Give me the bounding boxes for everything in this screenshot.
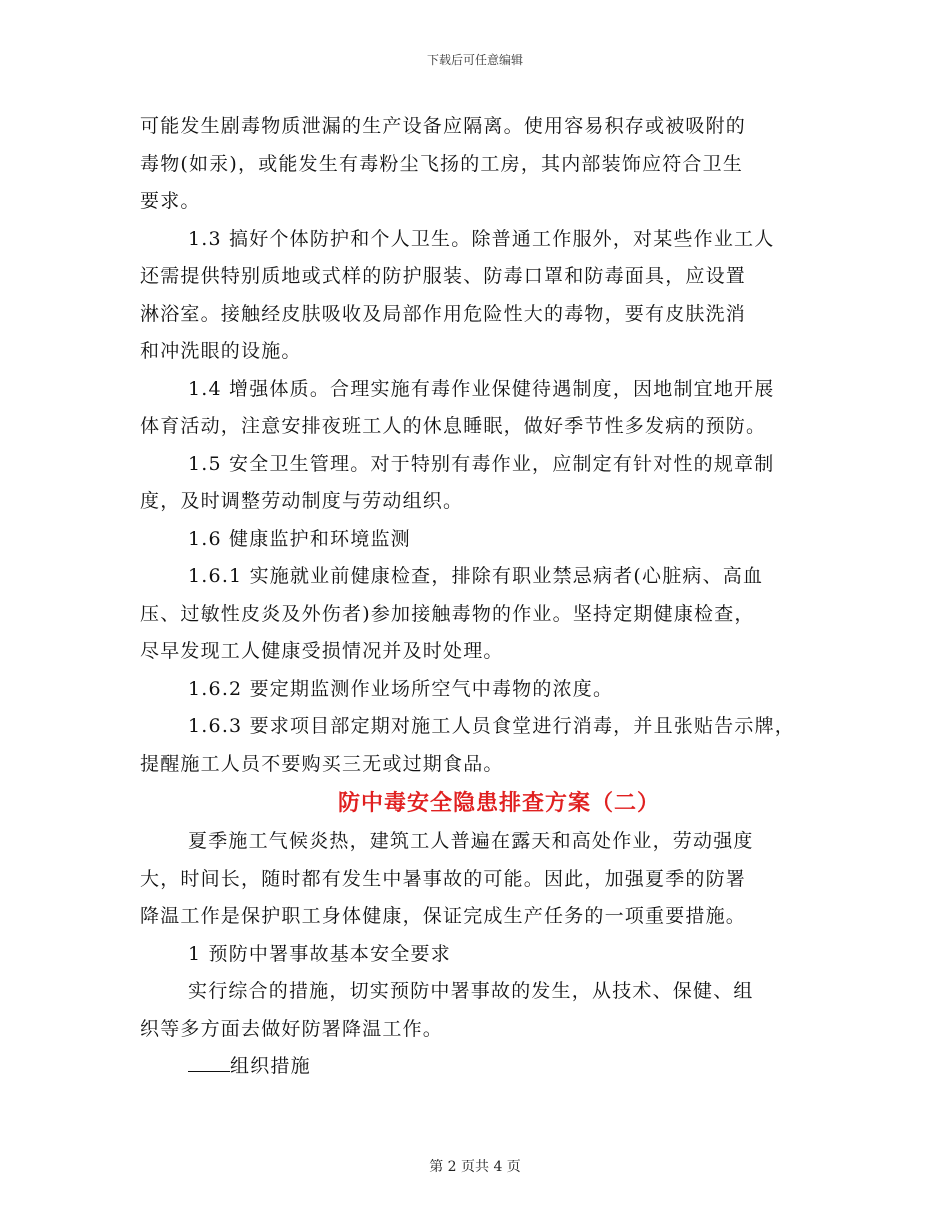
paragraph-line: 1.6 健康监护和环境监测 (188, 527, 411, 550)
paragraph-line: 毒物(如汞)，或能发生有毒粉尘飞扬的工房，其内部装饰应符合卫生 (140, 152, 744, 175)
paragraph-line: 1.6.1 实施就业前健康检查，排除有职业禁忌病者(心脏病、高血 (188, 565, 764, 587)
paragraph-line: 1.5 安全卫生管理。对于特别有毒作业，应制定有针对性的规章制 (188, 452, 775, 475)
paragraph-line: 提醒施工人员不要购买三无或过期食品。 (140, 752, 504, 775)
paragraph-line: 1 预防中署事故基本安全要求 (188, 942, 451, 965)
paragraph-line: 尽早发现工人健康受损情况并及时处理。 (140, 640, 504, 662)
document-body (140, 108, 840, 1086)
paragraph-line: 可能发生剧毒物质泄漏的生产设备应隔离。使用容易积存或被吸附的 (140, 115, 747, 137)
paragraph-line: 体育活动，注意安排夜班工人的休息睡眠，做好季节性多发病的预防。 (140, 415, 767, 437)
paragraph-line: 1.6.2 要定期监测作业场所空气中毒物的浓度。 (188, 677, 614, 700)
paragraph-line: 实行综合的措施，切实预防中署事故的发生，从技术、保健、组 (188, 980, 754, 1002)
section-title: 防中毒安全隐患排查方案（二） (337, 790, 660, 816)
paragraph-line: 和冲洗眼的设施。 (140, 340, 302, 362)
paragraph-line: 要求。 (140, 190, 201, 212)
paragraph-line: 淋浴室。接触经皮肤吸收及局部作用危险性大的毒物，要有皮肤洗消 (140, 302, 747, 325)
paragraph-line-with-blank (140, 1048, 840, 1086)
paragraph-line: 夏季施工气候炎热，建筑工人普遍在露天和高处作业，劳动强度 (188, 830, 754, 852)
page-footer: 第 2 页共 4 页 (429, 1159, 521, 1175)
paragraph-line: 1.3 搞好个体防护和个人卫生。除普通工作服外，对某些作业工人 (188, 227, 775, 250)
paragraph-line: 降温工作是保护职工身体健康，保证完成生产任务的一项重要措施。 (140, 905, 747, 927)
paragraph-line: 1.6.3 要求项目部定期对施工人员食堂进行消毒，并且张贴告示牌， (188, 715, 795, 737)
paragraph-line: 压、过敏性皮炎及外伤者)参加接触毒物的作业。坚持定期健康检查， (140, 602, 755, 625)
paragraph-line: 还需提供特别质地或式样的防护服装、防毒口罩和防毒面具，应设置 (140, 265, 747, 287)
paragraph-line: 1.4 增强体质。合理实施有毒作业保健待遇制度，因地制宜地开展 (188, 377, 775, 400)
paragraph-line: 大，时间长，随时都有发生中暑事故的可能。因此，加强夏季的防署 (140, 867, 747, 890)
paragraph-line: 织等多方面去做好防署降温工作。 (140, 1017, 444, 1040)
page-header: 下载后可任意编辑 (426, 53, 523, 67)
fill-in-blank (188, 1053, 230, 1072)
paragraph-line: 度，及时调整劳动制度与劳动组织。 (140, 490, 464, 512)
blank-line-label: 组织措施 (230, 1055, 311, 1077)
